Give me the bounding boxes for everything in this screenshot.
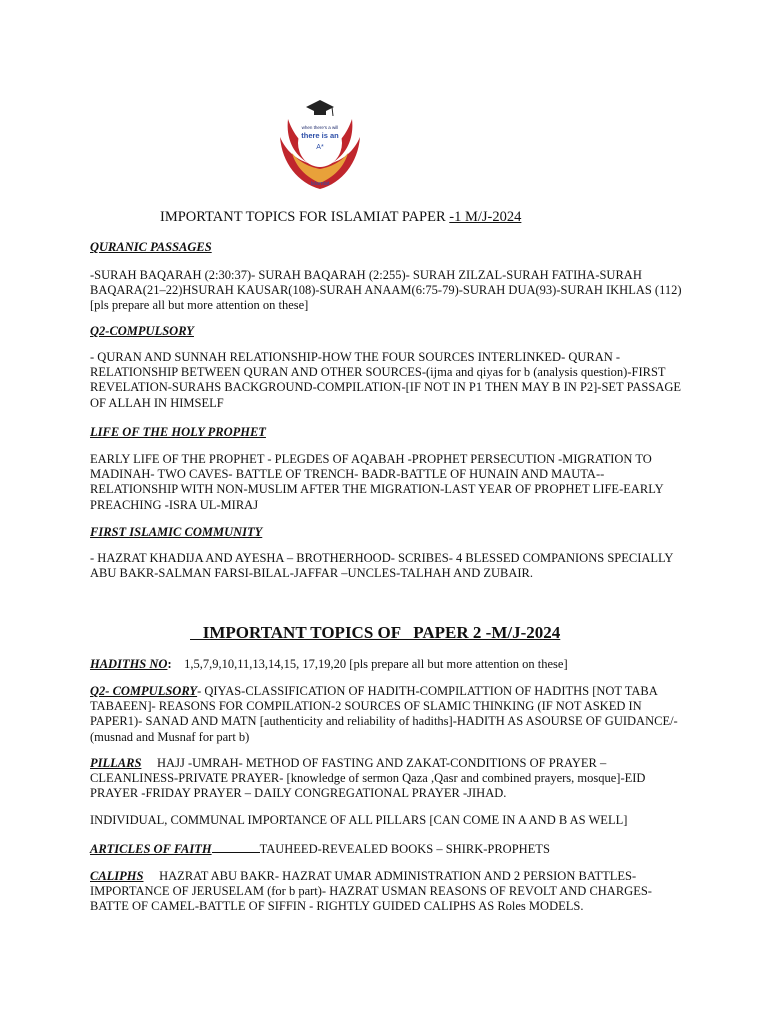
section-heading-quranic-passages: QURANIC PASSAGES (90, 240, 212, 254)
individual-importance-line: INDIVIDUAL, COMMUNAL IMPORTANCE OF ALL PILLARS [CAN COME IN A AND B AS WELL] (90, 813, 628, 827)
logo (278, 97, 362, 191)
section-heading-q2-compulsory: Q2-COMPULSORY (90, 324, 194, 338)
logo-text-line2: there is an (301, 131, 339, 140)
articles-block (90, 842, 690, 857)
caliphs-block (90, 869, 690, 915)
pillars-label: PILLARS (90, 756, 142, 770)
paper1-title (160, 209, 521, 226)
hadiths-label: HADITHS NO (90, 657, 168, 671)
section-body-q2-compulsory: - QURAN AND SUNNAH RELATIONSHIP-HOW THE FOUR SOURCES INTERLINKED- QURAN -RELATIONSHIP BETWEEN QURAN AND OTHER SOURCES-(ijma and qiyas for b (analysis question)-FIRST REVELATION-SURAHS BACKGROUND-COMPILATION-[IF NOT IN P1 THEN MAY B IN P2]-SET PASSAGE OF ALLAH IN HIMSELF (90, 350, 682, 410)
section-body-quranic-passages: -SURAH BAQARAH (2:30:37)- SURAH BAQARAH (2:255)- SURAH ZILZAL-SURAH FATIHA-SURAH BAQARA(21–22)HSURAH KAUSAR(108)-SURAH ANAAM(6:75-79)-SURAH DUA(93)-SURAH IKHLAS (112)[pls prepare all but more attention on these] (90, 268, 682, 313)
logo-text-line4: Islamiat (310, 181, 330, 187)
caliphs-body: HAZRAT ABU BAKR- HAZRAT UMAR ADMINISTRATION AND 2 PERSION BATTLES-IMPORTANCE OF JERUSELAM (for b part)- HAZRAT USMAN REASONS OF REVOLT AND CHARGES-BATTE OF CAMEL-BATTLE OF SIFFIN - RIGHTLY GUIDED CALIPHS AS Roles MODELS. (90, 869, 652, 914)
hadiths-body: 1,5,7,9,10,11,13,14,15, 17,19,20 [pls prepare all but more attention on these] (184, 657, 568, 671)
paper2-q2-label: Q2- COMPULSORY (90, 684, 198, 698)
section-body-first-islamic-community: - HAZRAT KHADIJA AND AYESHA – BROTHERHOOD- SCRIBES- 4 BLESSED COMPANIONS SPECIALLY ABU BAKR-SALMAN FARSI-BILAL-JAFFAR –UNCLES-TALHAH AND ZUBAIR. (90, 551, 673, 581)
paper2-q2-block (90, 684, 690, 745)
hadiths-colon: : (167, 657, 172, 671)
section-heading-first-islamic-community: FIRST ISLAMIC COMMUNITY (90, 525, 263, 539)
articles-label: ARTICLES OF FAITH (90, 842, 212, 856)
logo-graphic (278, 97, 362, 191)
paper1-title-suffix: -1 M/J-2024 (449, 209, 522, 225)
logo-text-line3: A* (316, 144, 324, 151)
paper2-title: IMPORTANT TOPICS OF PAPER 2 -M/J-2024 (190, 623, 561, 642)
pillars-body: HAJJ -UMRAH- METHOD OF FASTING AND ZAKAT-CONDITIONS OF PRAYER – CLEANLINESS-PRIVATE PRAYER- [knowledge of sermon Qaza ,Qasr and combined prayers, mosque]-EID PRAYER -FRIDAY PRAYER – DAILY CONGREGATIONAL PRAYER -JIHAD. (90, 756, 646, 801)
section-body-life-of-prophet: EARLY LIFE OF THE PROPHET - PLEGDES OF AQABAH -PROPHET PERSECUTION -MIGRATION TO MADINAH- TWO CAVES- BATTLE OF TRENCH- BADR-BATTLE OF HUNAIN AND MAUTA--RELATIONSHIP WITH NON-MUSLIM AFTER THE MIGRATION-LAST YEAR OF PROPHET LIFE-EARLY PREACHING -ISRA UL-MIRAJ (90, 452, 664, 512)
logo-text-line1: when there's a will (301, 125, 339, 130)
section-heading-life-of-prophet: LIFE OF THE HOLY PROPHET (90, 425, 266, 439)
caliphs-label: CALIPHS (90, 869, 144, 883)
pillars-block (90, 756, 690, 802)
paper1-title-main: IMPORTANT TOPICS FOR ISLAMIAT PAPER (160, 209, 450, 225)
articles-body: TAUHEED-REVEALED BOOKS – SHIRK-PROPHETS (259, 842, 550, 856)
paper2-q2-body: - QIYAS-CLASSIFICATION OF HADITH-COMPILATTION OF HADITHS [NOT TABA TABAEEN]- REASONS FOR COMPILATION-2 SOURCES OF SLAMIC THINKING (IF NOT ASKED IN PAPER1)- SANAD AND MATN [authenticity and reliability of hadiths]-HADITH AS ASOURSE OF GUIDANCE/-(musnad and Musnaf for part b) (90, 684, 678, 744)
hadiths-line (90, 657, 730, 672)
